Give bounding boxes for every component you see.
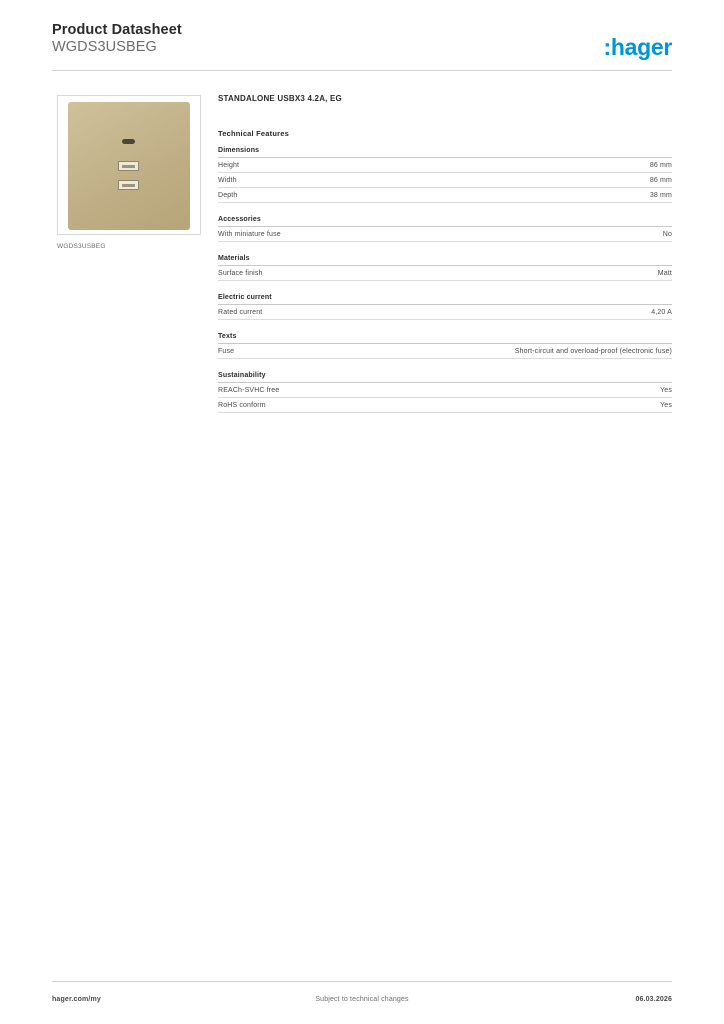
spec-label: With miniature fuse (218, 230, 281, 238)
spec-label: Depth (218, 191, 238, 199)
feature-group (218, 147, 672, 203)
spec-value: 38 mm (649, 191, 672, 199)
spec-row (218, 188, 672, 203)
feature-group (218, 333, 672, 359)
footer-date: 06.03.2026 (635, 996, 672, 1003)
header-divider (52, 70, 672, 71)
hager-logo: :hager (603, 34, 672, 60)
spec-label: Fuse (218, 347, 235, 355)
feature-group-title: Dimensions (218, 147, 672, 158)
feature-group-title: Accessories (218, 216, 672, 227)
feature-group (218, 372, 672, 413)
spec-value: 86 mm (649, 161, 672, 169)
spec-row (218, 173, 672, 188)
feature-group-title: Electric current (218, 294, 672, 305)
spec-value: Yes (660, 401, 672, 409)
spec-label: RoHS conform (218, 401, 266, 409)
footer-disclaimer: Subject to technical changes (315, 996, 409, 1003)
feature-groups (218, 147, 672, 413)
spec-row (218, 305, 672, 320)
product-details (218, 94, 672, 426)
spec-value: 4,20 A (651, 308, 672, 316)
product-image (57, 95, 201, 235)
footer-divider (52, 981, 672, 982)
usb-a-port-icon (118, 180, 139, 190)
spec-label: Rated current (218, 308, 263, 316)
product-image-caption: WGDS3USBEG (57, 243, 106, 250)
footer-website-link[interactable]: hager.com/my (52, 996, 101, 1003)
spec-row (218, 266, 672, 281)
feature-group (218, 216, 672, 242)
usb-a-port-icon (118, 161, 139, 171)
product-photo-graphic (68, 102, 190, 230)
spec-value: No (662, 230, 672, 238)
spec-value: Short-circuit and overload-proof (electronic fuse) (514, 347, 672, 355)
feature-group-title: Materials (218, 255, 672, 266)
spec-row (218, 158, 672, 173)
feature-group (218, 294, 672, 320)
spec-label: Surface finish (218, 269, 263, 277)
feature-group (218, 255, 672, 281)
spec-value: Matt (657, 269, 672, 277)
spec-label: Width (218, 176, 237, 184)
technical-features-heading: Technical Features (218, 129, 289, 138)
page-subtitle: WGDS3USBEG (52, 39, 157, 55)
feature-group-title: Texts (218, 333, 672, 344)
feature-group-title: Sustainability (218, 372, 672, 383)
page-header (52, 22, 672, 70)
usb-c-port-icon (122, 139, 135, 144)
spec-value: 86 mm (649, 176, 672, 184)
spec-value: Yes (660, 386, 672, 394)
spec-row (218, 398, 672, 413)
spec-label: REACh-SVHC free (218, 386, 280, 394)
product-name: STANDALONE USBX3 4.2A, EG (218, 94, 342, 103)
spec-label: Height (218, 161, 240, 169)
spec-row (218, 344, 672, 359)
spec-row (218, 227, 672, 242)
spec-row (218, 383, 672, 398)
page-title: Product Datasheet (52, 22, 182, 38)
